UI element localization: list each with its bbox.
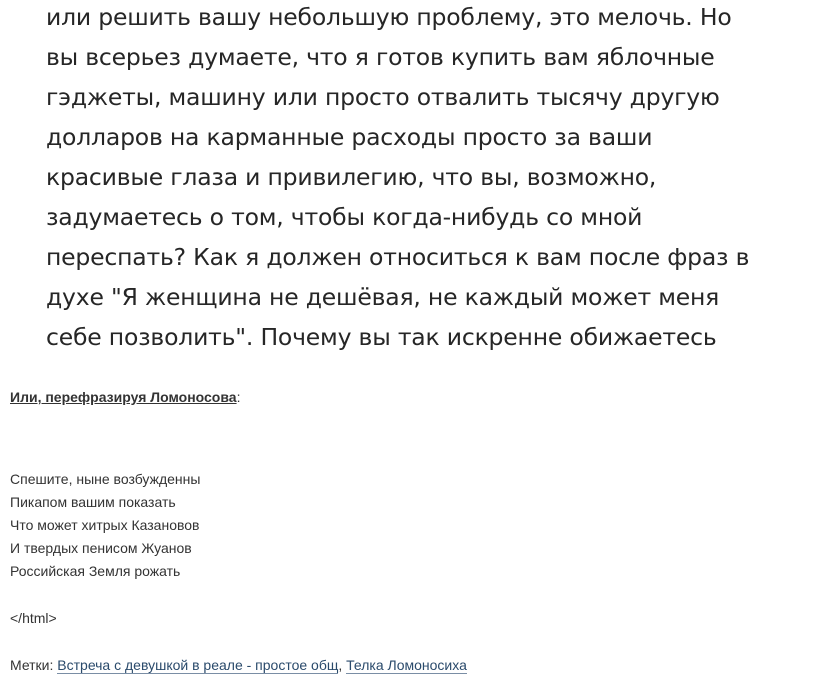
tag-link[interactable]: Встреча с девушкой в реале - простое общ [57, 657, 339, 673]
tags-line [10, 654, 821, 677]
poem-line: Пикапом вашим показать [10, 494, 176, 510]
image-text-line: духе "Я женщина не дешёвая, не каждый может меня [46, 283, 720, 311]
image-text-line: задумаетесь о том, чтобы когда-нибудь со мной [46, 203, 643, 231]
image-text-line: долларов на карманные расходы просто за ваши [46, 123, 653, 151]
image-text-line: себе позволить". Почему вы так искренне обижаетесь [46, 323, 717, 351]
image-text-line: или решить вашу небольшую проблему, это мелочь. Но [46, 3, 732, 31]
post-content [10, 386, 821, 677]
poem-line: Российская Земля рожать [10, 563, 181, 579]
heading-link[interactable]: Или, перефразируя Ломоносова [10, 389, 237, 405]
poem-line: Спешите, ныне возбужденны [10, 471, 201, 487]
poem-line: Что может хитрых Казановов [10, 517, 200, 533]
poem-line: И твердых пенисом Жуанов [10, 540, 192, 556]
image-text-line: гэджеты, машину или просто отвалить тысячу другую [46, 83, 720, 111]
tag-link[interactable]: Телка Ломоносиха [346, 657, 467, 673]
image-text-line: красивые глаза и привилегию, что вы, возможно, [46, 163, 657, 191]
poem [10, 468, 821, 583]
image-text-line: вы всерьез думаете, что я готов купить вам яблочные [46, 43, 715, 71]
html-close-text: </html> [10, 610, 57, 626]
image-text-line: переспать? Как я должен относиться к вам после фраз в [46, 243, 750, 271]
tag-separator: , [338, 657, 347, 673]
heading-colon: : [236, 389, 241, 405]
post-heading [10, 386, 821, 409]
tags-label: Метки: [10, 657, 58, 673]
